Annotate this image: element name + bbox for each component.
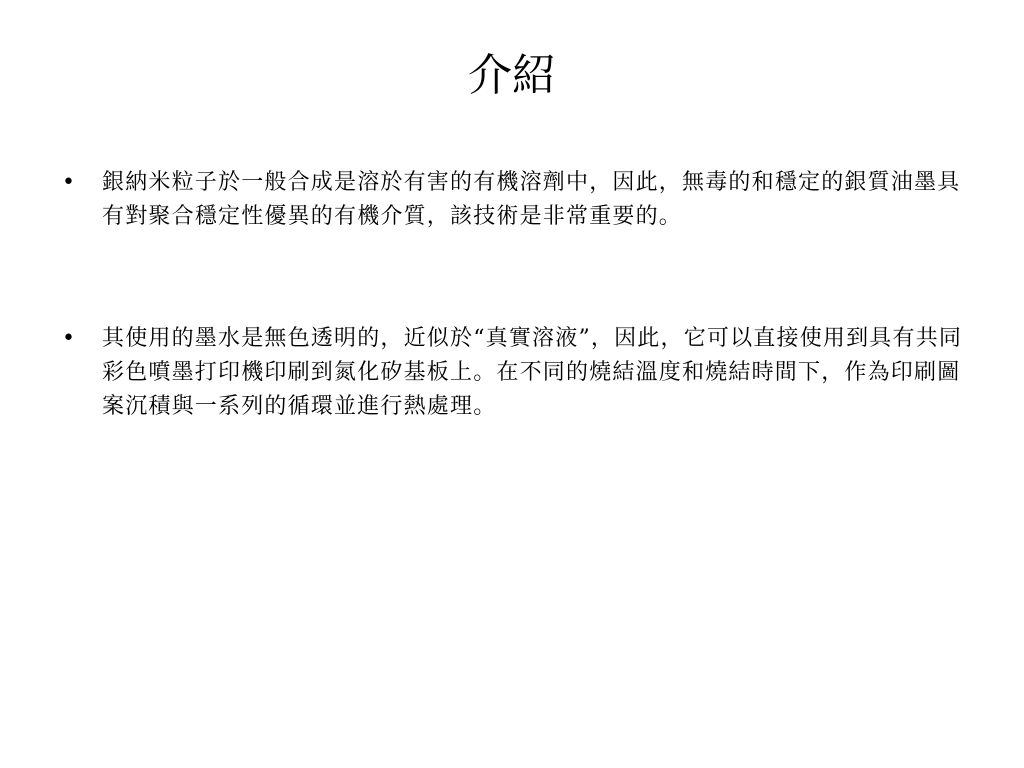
bullet-text: 銀納米粒子於一般合成是溶於有害的有機溶劑中，因此，無毒的和穩定的銀質油墨具有對聚合穩定性優異的有機介質，該技術是非常重要的。 [102, 170, 961, 229]
bullet-list [58, 166, 968, 424]
bullet-marker-icon: • [62, 326, 77, 351]
bullet-item [58, 166, 968, 234]
slide-title: 介紹 [468, 50, 556, 101]
bullet-marker-icon: • [62, 170, 77, 195]
bullet-item [58, 322, 968, 424]
bullet-text: 其使用的墨水是無色透明的，近似於“真實溶液”，因此，它可以直接使用到具有共同彩色噴墨打印機印刷到氮化矽基板上。在不同的燒結溫度和燒結時間下，作為印刷圖案沉積與一系列的循環並進行熱處理。 [102, 326, 963, 419]
